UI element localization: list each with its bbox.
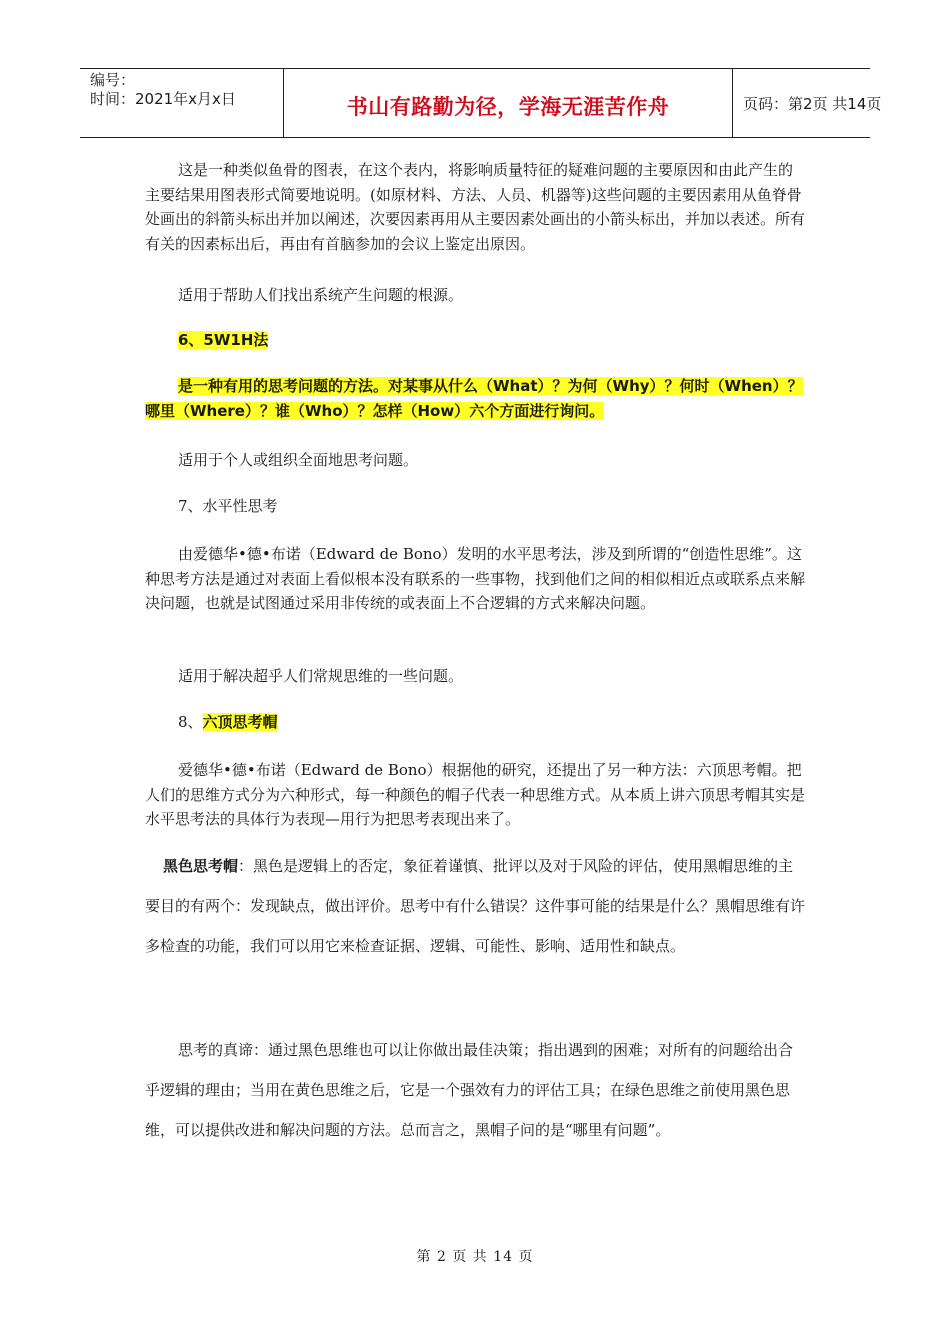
document-number-label: 编号： [90, 71, 136, 89]
section-heading-six-hats-number: 8、 [178, 713, 203, 731]
paragraph-5w1h-text: 是一种有用的思考问题的方法。对某事从什么（What）？为何（Why）？何时（When）？哪里（Where）？谁（Who）？怎样（How）六个方面进行询问。 [145, 377, 803, 420]
paragraph-5w1h-description [145, 374, 805, 423]
paragraph-lateral-thinking-usage: 适用于解决超乎人们常规思维的一些问题。 [178, 667, 464, 685]
paragraph-black-hat-essence: 思考的真谛：通过黑色思维也可以让你做出最佳决策；指出遇到的困难；对所有的问题给出合乎逻辑的理由；当用在黄色思维之后，它是一个强效有力的评估工具；在绿色思维之前使用黑色思维，可以提供改进和解决问题的方法。总而言之，黑帽子问的是“哪里有问题”。 [145, 1041, 794, 1139]
section-heading-5w1h [178, 328, 268, 352]
paragraph-fishbone-usage: 适用于帮助人们找出系统产生问题的根源。 [178, 286, 464, 304]
page-footer: 第 2 页 共 14 页 [416, 1249, 534, 1265]
header-motto-cell [283, 69, 733, 137]
paragraph-5w1h-usage: 适用于个人或组织全面地思考问题。 [178, 451, 419, 469]
document-header [80, 68, 882, 138]
header-page-cell [735, 69, 882, 137]
black-hat-text: ：黑色是逻辑上的否定，象征着谨慎、批评以及对于风险的评估，使用黑帽思维的主要目的有两个：发现缺点，做出评价。思考中有什么错误？这件事可能的结果是什么？黑帽思维有许多检查的功能，我们可以用它来检查证据、逻辑、可能性、影响、适用性和缺点。 [145, 857, 806, 955]
paragraph-fishbone-description: 这是一种类似鱼骨的图表，在这个表内，将影响质量特征的疑难问题的主要原因和由此产生的主要结果用图表形式简要地说明。(如原材料、方法、人员、机器等)这些问题的主要因素用从鱼脊骨处画出的斜箭头标出并加以阐述，次要因素再用从主要因素处画出的小箭头标出，并加以表述。所有有关的因素标出后，再由有首脑参加的会议上鉴定出原因。 [145, 161, 806, 253]
section-heading-lateral-thinking: 7、水平性思考 [178, 497, 278, 515]
header-page-code: 页码：第2页 共14页 [743, 95, 882, 113]
header-meta [80, 69, 290, 137]
paragraph-six-hats-description: 爱德华•德•布诺（Edward de Bono）根据他的研究，还提出了另一种方法：六顶思考帽。把人们的思维方式分为六种形式，每一种颜色的帽子代表一种思维方式。从本质上讲六顶思考帽其实是水平思考法的具体行为表现—用行为把思考表现出来了。 [145, 761, 806, 828]
black-hat-label: 黑色思考帽 [163, 857, 239, 875]
section-heading-six-hats-title: 六顶思考帽 [202, 713, 278, 731]
section-heading-5w1h-text: 6、5W1H法 [178, 331, 269, 349]
section-heading-six-hats [178, 710, 278, 734]
document-date: 时间：2021年x月x日 [90, 90, 236, 108]
header-motto: 书山有路勤为径，学海无涯苦作舟 [346, 95, 670, 119]
paragraph-lateral-thinking-description: 由爱德华•德•布诺（Edward de Bono）发明的水平思考法，涉及到所谓的“创造性思维”。这种思考方法是通过对表面上看似根本没有联系的一些事物，找到他们之间的相似相近点或联系点来解决问题，也就是试图通过采用非传统的或表面上不合逻辑的方式来解决问题。 [145, 545, 806, 612]
paragraph-black-hat [145, 846, 805, 966]
